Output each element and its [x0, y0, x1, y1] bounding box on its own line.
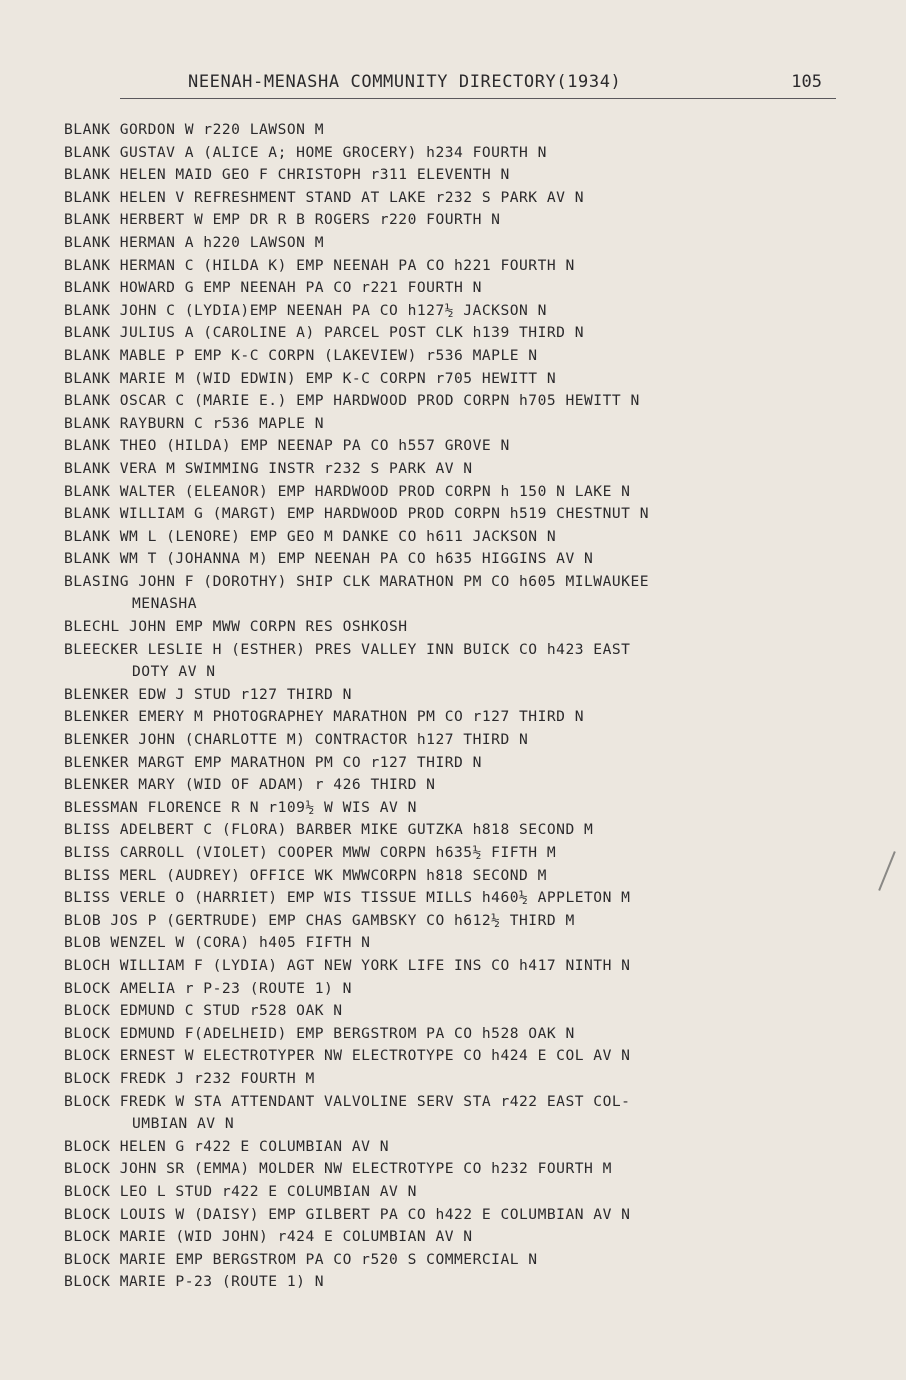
- directory-entry: BLOCK EDMUND F(ADELHEID) EMP BERGSTROM PA CO h528 OAK N: [64, 1024, 575, 1042]
- directory-entry: BLENKER MARY (WID OF ADAM) r 426 THIRD N: [64, 776, 436, 794]
- page-number: 105: [791, 72, 822, 92]
- directory-entry: BLENKER JOHN (CHARLOTTE M) CONTRACTOR h127 THIRD N: [64, 731, 529, 749]
- page-header: [120, 72, 836, 99]
- directory-entry: BLANK WILLIAM G (MARGT) EMP HARDWOOD PROD CORPN h519 CHESTNUT N: [64, 505, 650, 523]
- directory-entry: BLOCK FREDK W STA ATTENDANT VALVOLINE SERV STA r422 EAST COL-: [64, 1092, 631, 1110]
- directory-entry: BLANK MARIE M (WID EDWIN) EMP K-C CORPN r705 HEWITT N: [64, 369, 557, 387]
- directory-entry: BLANK JOHN C (LYDIA)EMP NEENAH PA CO h127½ JACKSON N: [64, 301, 547, 319]
- directory-entry: BLOCK AMELIA r P-23 (ROUTE 1) N: [64, 979, 352, 997]
- directory-entry: BLANK WALTER (ELEANOR) EMP HARDWOOD PROD CORPN h 150 N LAKE N: [64, 482, 631, 500]
- pencil-mark: [878, 851, 896, 891]
- directory-entry: BLOCK HELEN G r422 E COLUMBIAN AV N: [64, 1137, 390, 1155]
- directory-entry: BLOB WENZEL W (CORA) h405 FIFTH N: [64, 934, 371, 952]
- directory-entry-continuation: UMBIAN AV N: [132, 1115, 235, 1133]
- directory-entry: BLANK HERMAN C (HILDA K) EMP NEENAH PA CO h221 FOURTH N: [64, 256, 575, 274]
- directory-entry-continuation: MENASHA: [132, 595, 198, 613]
- directory-entry: BLANK HERMAN A h220 LAWSON M: [64, 233, 325, 251]
- directory-entry: BLASING JOHN F (DOROTHY) SHIP CLK MARATHON PM CO h605 MILWAUKEE: [64, 572, 650, 590]
- directory-entry: BLANK HERBERT W EMP DR R B ROGERS r220 FOURTH N: [64, 211, 501, 229]
- directory-entry: BLANK MABLE P EMP K-C CORPN (LAKEVIEW) r536 MAPLE N: [64, 346, 538, 364]
- directory-entry: BLANK GORDON W r220 LAWSON M: [64, 121, 325, 138]
- directory-listing: [64, 119, 864, 1294]
- directory-entry: BLOCK EDMUND C STUD r528 OAK N: [64, 1002, 343, 1020]
- directory-entry: BLENKER EMERY M PHOTOGRAPHEY MARATHON PM CO r127 THIRD N: [64, 708, 585, 726]
- directory-entry-continuation: DOTY AV N: [132, 663, 216, 681]
- directory-entry: BLENKER MARGT EMP MARATHON PM CO r127 THIRD N: [64, 753, 482, 771]
- directory-entry: BLOCK JOHN SR (EMMA) MOLDER NW ELECTROTYPE CO h232 FOURTH M: [64, 1160, 612, 1178]
- directory-entry: BLANK OSCAR C (MARIE E.) EMP HARDWOOD PROD CORPN h705 HEWITT N: [64, 392, 640, 410]
- directory-entry: BLECHL JOHN EMP MWW CORPN RES OSHKOSH: [64, 618, 408, 636]
- directory-title: NEENAH-MENASHA COMMUNITY DIRECTORY(1934): [188, 72, 622, 92]
- directory-entry: BLISS CARROLL (VIOLET) COOPER MWW CORPN h635½ FIFTH M: [64, 844, 557, 861]
- directory-entry: BLISS ADELBERT C (FLORA) BARBER MIKE GUTZKA h818 SECOND M: [64, 821, 594, 839]
- directory-entry: BLOCK FREDK J r232 FOURTH M: [64, 1069, 315, 1087]
- directory-entry: BLANK WM T (JOHANNA M) EMP NEENAH PA CO h635 HIGGINS AV N: [64, 550, 594, 568]
- directory-entry: BLOB JOS P (GERTRUDE) EMP CHAS GAMBSKY CO h612½ THIRD M: [64, 911, 575, 929]
- directory-entry: BLANK RAYBURN C r536 MAPLE N: [64, 414, 325, 432]
- directory-entry: BLOCK MARIE P-23 (ROUTE 1) N: [64, 1273, 325, 1291]
- directory-entry: BLANK HELEN V REFRESHMENT STAND AT LAKE r232 S PARK AV N: [64, 188, 585, 206]
- directory-entry: BLANK GUSTAV A (ALICE A; HOME GROCERY) h234 FOURTH N: [64, 143, 547, 161]
- directory-entry: BLANK HOWARD G EMP NEENAH PA CO r221 FOURTH N: [64, 279, 482, 297]
- directory-entry: BLEECKER LESLIE H (ESTHER) PRES VALLEY INN BUICK CO h423 EAST: [64, 640, 631, 658]
- directory-entry: BLANK THEO (HILDA) EMP NEENAP PA CO h557 GROVE N: [64, 437, 510, 455]
- directory-entry: BLANK JULIUS A (CAROLINE A) PARCEL POST CLK h139 THIRD N: [64, 324, 585, 342]
- directory-entry: BLOCH WILLIAM F (LYDIA) AGT NEW YORK LIFE INS CO h417 NINTH N: [64, 956, 631, 974]
- directory-entry: BLOCK MARIE EMP BERGSTROM PA CO r520 S COMMERCIAL N: [64, 1250, 538, 1268]
- directory-entry: BLISS MERL (AUDREY) OFFICE WK MWWCORPN h818 SECOND M: [64, 866, 547, 884]
- directory-entry: BLANK HELEN MAID GEO F CHRISTOPH r311 ELEVENTH N: [64, 166, 510, 184]
- directory-entry: BLOCK ERNEST W ELECTROTYPER NW ELECTROTYPE CO h424 E COL AV N: [64, 1047, 631, 1065]
- directory-entry: BLOCK MARIE (WID JOHN) r424 E COLUMBIAN AV N: [64, 1228, 473, 1246]
- directory-entry: BLANK VERA M SWIMMING INSTR r232 S PARK AV N: [64, 459, 473, 477]
- directory-entry: BLOCK LOUIS W (DAISY) EMP GILBERT PA CO h422 E COLUMBIAN AV N: [64, 1205, 631, 1223]
- directory-entry: BLANK WM L (LENORE) EMP GEO M DANKE CO h611 JACKSON N: [64, 527, 557, 545]
- directory-entry: BLOCK LEO L STUD r422 E COLUMBIAN AV N: [64, 1182, 417, 1200]
- directory-entry: BLISS VERLE O (HARRIET) EMP WIS TISSUE MILLS h460½ APPLETON M: [64, 889, 631, 907]
- directory-entry: BLENKER EDW J STUD r127 THIRD N: [64, 685, 352, 703]
- directory-entry: BLESSMAN FLORENCE R N r109½ W WIS AV N: [64, 798, 417, 816]
